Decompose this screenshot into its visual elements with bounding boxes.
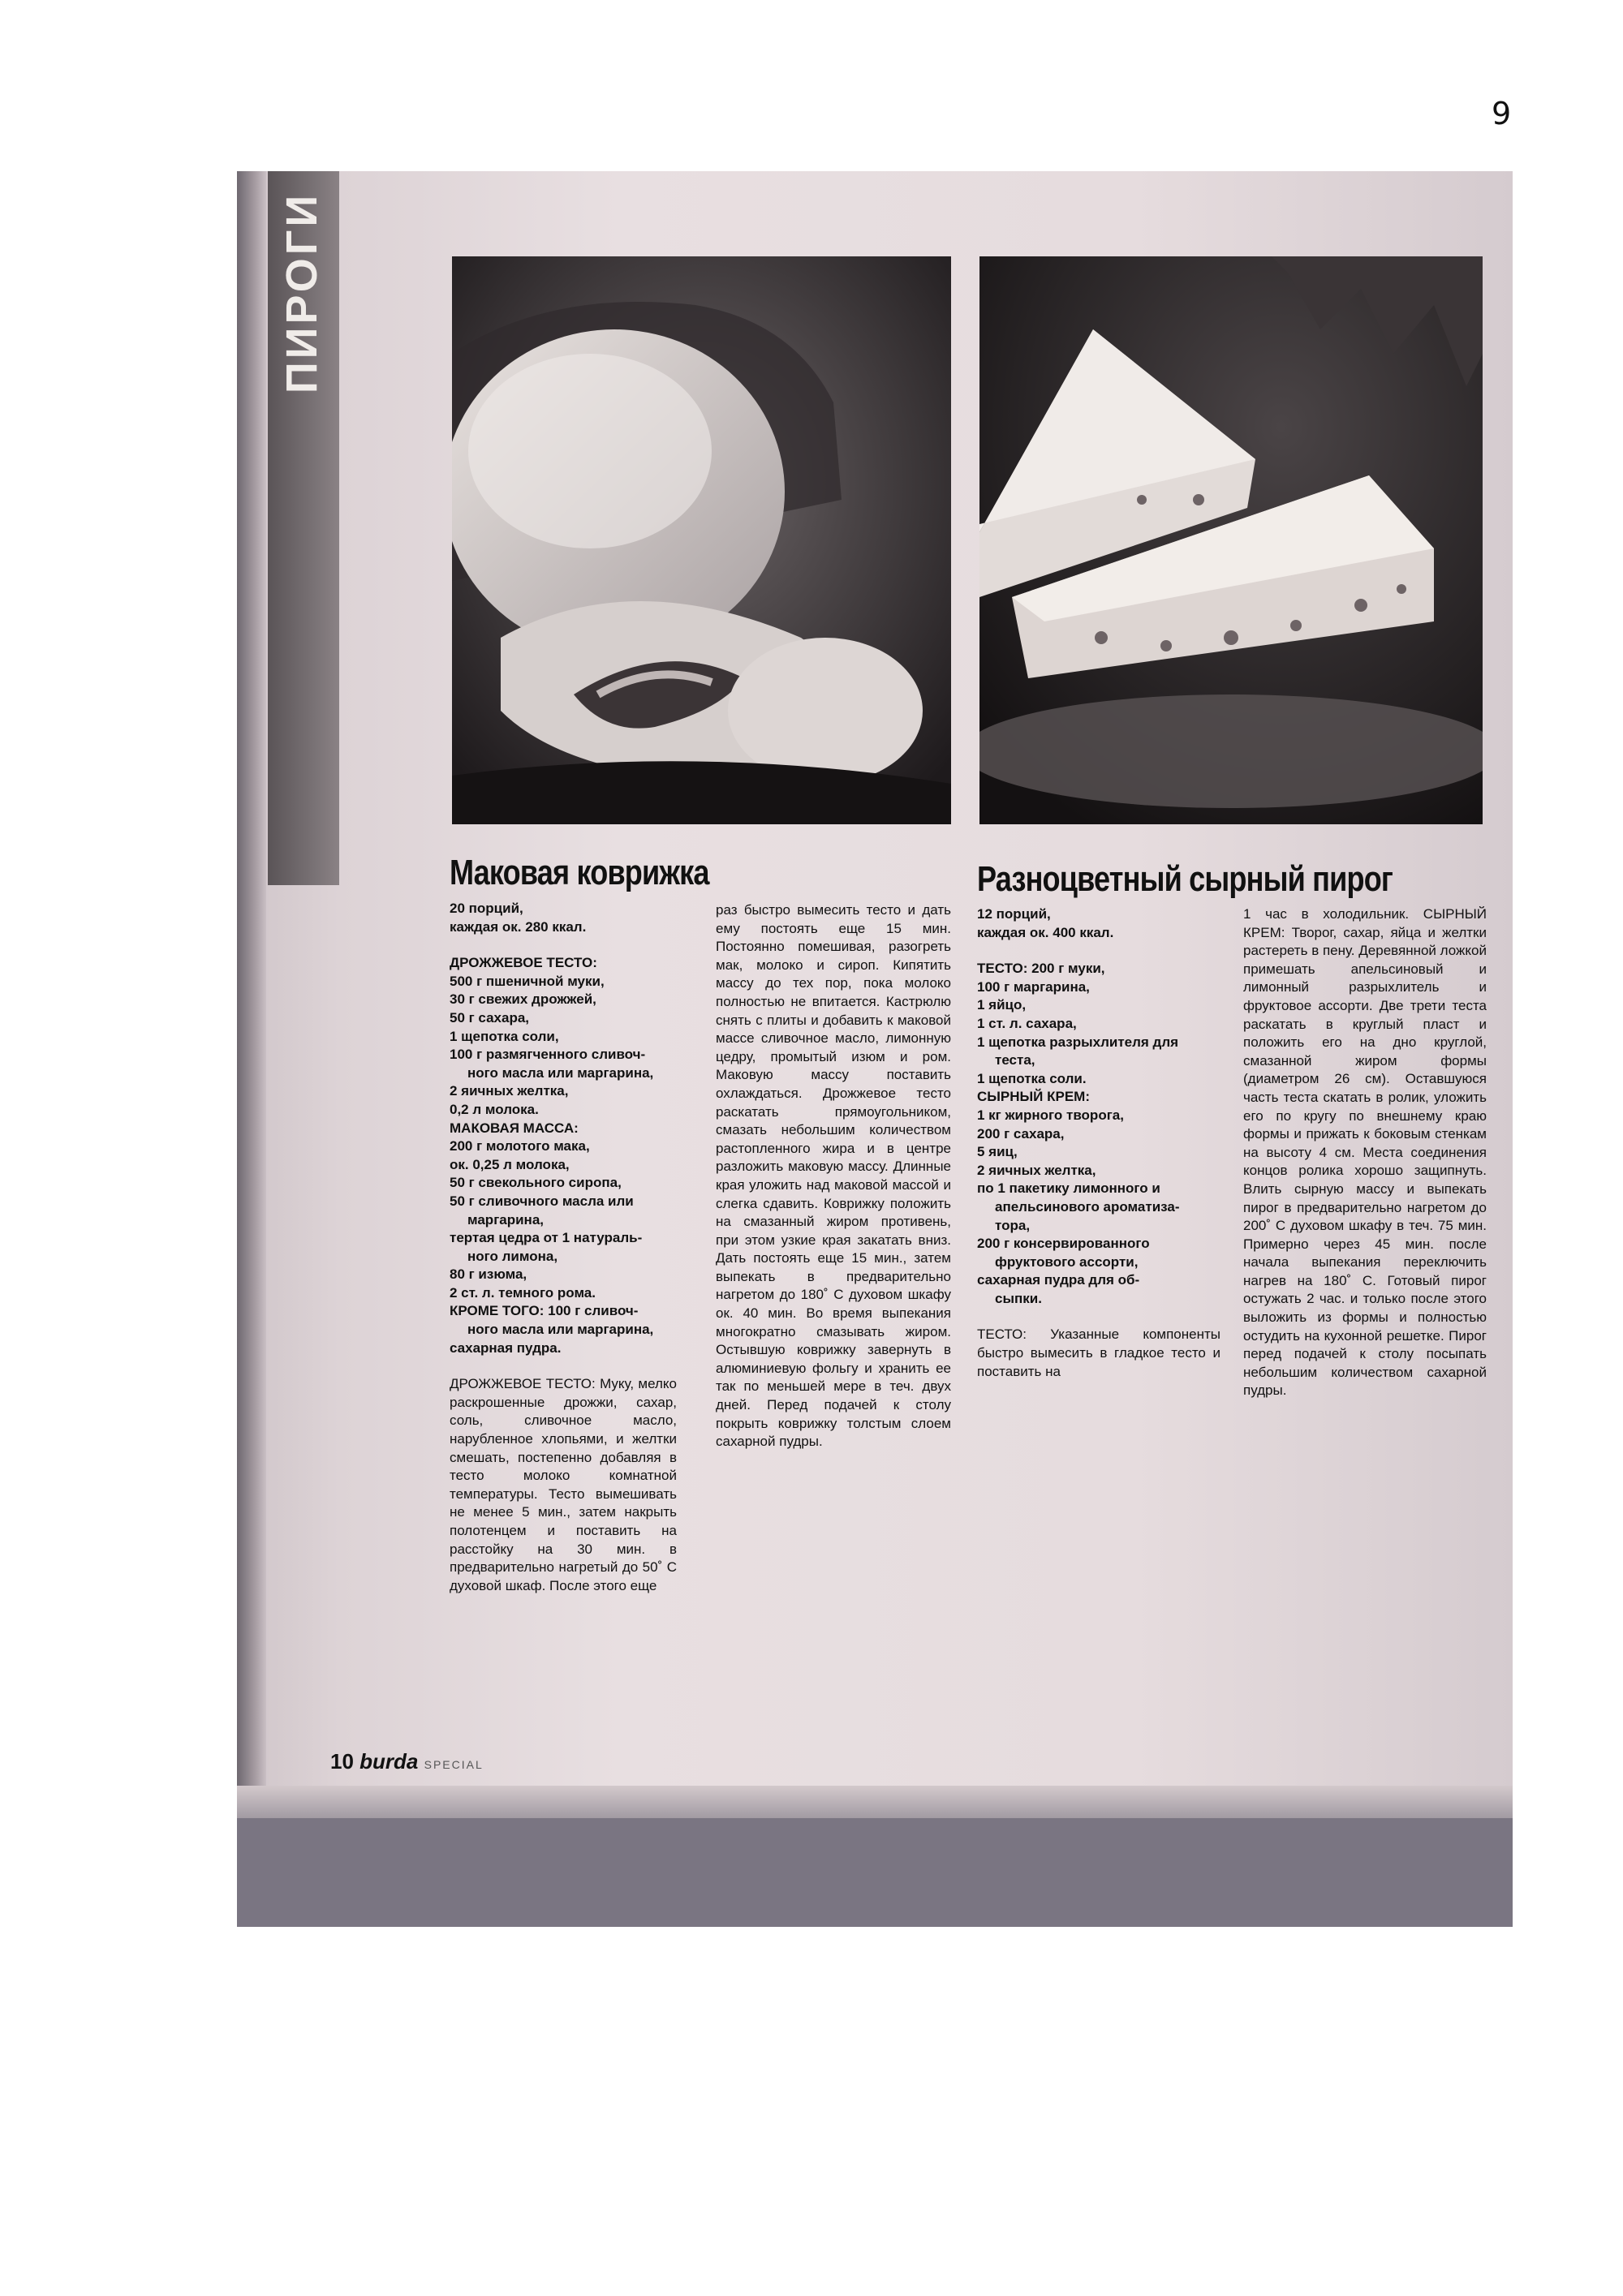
ingredient-line: сахарная пудра. bbox=[450, 1339, 562, 1356]
ingredient-line: сахарная пудра для об- bbox=[977, 1272, 1140, 1288]
recipe2-cream-heading: СЫРНЫЙ КРЕМ: bbox=[977, 1089, 1090, 1105]
ingredient-line: апельсинового ароматиза- bbox=[995, 1198, 1180, 1215]
recipe2-servings: 12 порций, bbox=[977, 906, 1051, 922]
ingredient-line: тертая цедра от 1 натураль- bbox=[450, 1230, 643, 1246]
ingredient-line: 500 г пшеничной муки, bbox=[450, 973, 605, 989]
ingredient-line: теста, bbox=[995, 1052, 1035, 1068]
recipe1-servings: 20 порций, bbox=[450, 901, 523, 916]
ingredient-line: 30 г свежих дрожжей, bbox=[450, 991, 596, 1008]
ingredient-line: 0,2 л молока. bbox=[450, 1101, 539, 1117]
ingredient-line: КРОМЕ ТОГО: 100 г сливоч- bbox=[450, 1303, 639, 1319]
recipe1-title: Маковая коврижка bbox=[450, 853, 709, 892]
ingredient-line: 200 г сахара, bbox=[977, 1125, 1065, 1142]
recipe2-ingredients-column bbox=[977, 905, 1220, 1381]
recipe1-ingredients-column bbox=[450, 900, 677, 1595]
page-bottom-edge bbox=[237, 1786, 1513, 1818]
recipe2-method-part2: 1 час в холодильник. СЫРНЫЙ КРЕМ: Творог, сахар, яйца и желтки растереть в пену. Деревянной ложкой примешать апельсиновый и лимонный разрыхлитель и фруктовое ассорти. Две трети теста раскатать в круглый пласт и положить его на дно круглой, смазанной жиром формы (диаметром 26 см). Оставшуюся часть теста скатать в ролик, уложить его по кругу по внешнему краю формы и прижать к боковым стенкам на высоту 4 см. Места соединения концов ролика хорошо защипнуть. Влить сырную массу и выпекать пирог в предварительно нагретом до 200˚ С духовом шкафу в теч. 75 мин. Примерно через 45 мин. после начала выпекания переключить нагрев на 180˚ С. Готовый пирог остужать 2 час. и только после этого выложить из формы и полностью остудить на кухонной решетке. Пирог перед подачей к столу посыпать небольшим количеством сахарной пудры. bbox=[1243, 906, 1487, 1399]
recipe1-method-column bbox=[716, 901, 951, 1451]
ingredient-line: 2 ст. л. темного рома. bbox=[450, 1284, 596, 1301]
ingredient-line: тора, bbox=[995, 1217, 1031, 1233]
recipe1-poppy-heading: МАКОВАЯ МАССА: bbox=[450, 1120, 579, 1136]
ingredient-line: сыпки. bbox=[995, 1290, 1042, 1306]
ingredient-line: ного лимона, bbox=[467, 1248, 558, 1264]
poppy-seed-roll-photo bbox=[452, 256, 951, 824]
ingredient-line: 2 яичных желтка, bbox=[977, 1162, 1096, 1178]
ingredient-line: 100 г размягченного сливоч- bbox=[450, 1047, 646, 1063]
ingredient-line: 1 ст. л. сахара, bbox=[977, 1015, 1077, 1031]
ingredient-line: ок. 0,25 л молока, bbox=[450, 1156, 570, 1172]
ingredient-line: 2 яичных желтка, bbox=[450, 1083, 569, 1099]
scanned-magazine-page bbox=[237, 171, 1513, 1927]
ingredient-line: по 1 пакетику лимонного и bbox=[977, 1180, 1160, 1197]
ingredient-line: 50 г сахара, bbox=[450, 1009, 530, 1025]
recipe2-title: Разноцветный сырный пирог bbox=[977, 859, 1393, 899]
magazine-footer bbox=[330, 1749, 484, 1774]
page-binding-edge bbox=[237, 171, 266, 1804]
recipe1-method-part2: раз быстро вымесить тесто и дать ему постоять еще 15 мин. Постоянно помешивая, разогреть мак, молоко и сироп. Кипятить массу до тех пор, пока молоко полностью не впитается. Кастрюлю снять с плиты и добавить к маковой массе сливочное масло, лимонную цедру, промытый изюм и ром. Маковую массу поставить охлаждаться. Дрожжевое тесто раскатать прямоугольником, смазать небольшим количеством растопленного жира и в центре разложить маковую массу. Длинные края уложить над маковой массой и слегка сдавить. Коврижку положить на смазанный жиром противень, при этом узкие края закатать вниз. Дать постоять еще 15 мин., затем выпекать в предварительно нагретом до 180˚ С духовом шкафу ок. 40 мин. Во время выпекания многократно смазывать жиром. Остывшую коврижку завернуть в алюминиевую фольгу и хранить ее так по меньшей мере в теч. двух дней. Перед подачей к столу покрыть коврижку толстым слоем сахарной пудры. bbox=[716, 902, 951, 1450]
ingredient-line: ного масла или маргарина, bbox=[467, 1064, 654, 1081]
ingredient-line: 50 г свекольного сиропа, bbox=[450, 1175, 622, 1191]
section-tab-label-box bbox=[278, 171, 326, 415]
magazine-page-number: 10 bbox=[330, 1749, 354, 1774]
ingredient-line: 1 кг жирного творога, bbox=[977, 1107, 1124, 1123]
recipe1-dough-heading: ДРОЖЖЕВОЕ ТЕСТО: bbox=[450, 955, 597, 971]
pdf-page-number: 9 bbox=[1492, 96, 1512, 131]
ingredient-line: 50 г сливочного масла или bbox=[450, 1193, 634, 1209]
magazine-brand-suffix: SPECIAL bbox=[424, 1758, 484, 1771]
recipe2-kcal: каждая ок. 400 ккал. bbox=[977, 924, 1114, 940]
recipe2-method-column bbox=[1243, 905, 1487, 1400]
section-tab-label: ПИРОГИ bbox=[278, 191, 326, 394]
ingredient-line: 1 щепотка соли. bbox=[977, 1070, 1087, 1086]
ingredient-line: фруктового ассорти, bbox=[995, 1253, 1139, 1270]
ingredient-line: 1 яйцо, bbox=[977, 997, 1027, 1013]
ingredient-line: маргарина, bbox=[467, 1211, 545, 1228]
recipe1-method-part1: ДРОЖЖЕВОЕ ТЕСТО: Муку, мелко раскрошенные дрожжи, сахар, соль, сливочное масло, нарубленное хлопьями, и желтки смешать, постепенно добавляя в тесто молоко комнатной температуры. Тесто вымешивать не менее 5 мин., затем накрыть полотенцем и поставить на расстойку на 30 мин. в предварительно нагретый до 50˚ С духовой шкаф. После этого еще bbox=[450, 1376, 677, 1593]
recipe2-dough-heading: ТЕСТО: 200 г муки, bbox=[977, 961, 1105, 977]
recipe1-kcal: каждая ок. 280 ккал. bbox=[450, 918, 587, 935]
ingredient-line: 80 г изюма, bbox=[450, 1266, 527, 1283]
cheese-pie-photo bbox=[979, 256, 1483, 824]
ingredient-line: 100 г маргарина, bbox=[977, 978, 1090, 995]
magazine-brand: burda bbox=[359, 1749, 419, 1774]
recipe2-method-part1: ТЕСТО: Указанные компоненты быстро вымесить в гладкое тесто и поставить на bbox=[977, 1326, 1220, 1379]
ingredient-line: 200 г консервированного bbox=[977, 1236, 1150, 1252]
ingredient-line: 200 г молотого мака, bbox=[450, 1138, 590, 1154]
ingredient-line: ного масла или маргарина, bbox=[467, 1322, 654, 1338]
ingredient-line: 1 щепотка соли, bbox=[450, 1028, 559, 1044]
ingredient-line: 1 щепотка разрыхлителя для bbox=[977, 1034, 1179, 1050]
ingredient-line: 5 яиц, bbox=[977, 1144, 1018, 1160]
